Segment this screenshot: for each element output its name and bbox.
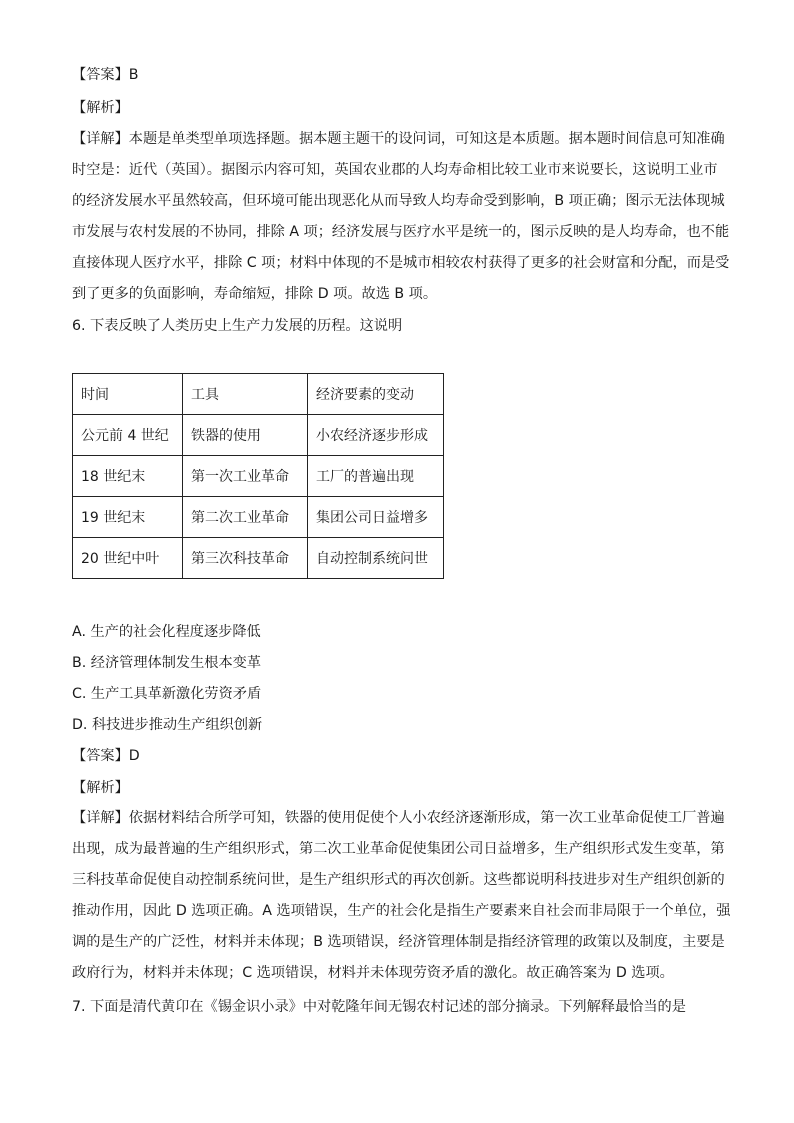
table-header-change: 经济要素的变动	[308, 374, 444, 415]
q6-stem: 6. 下表反映了人类历史上生产力发展的历程。这说明	[72, 318, 403, 334]
q5-detail-line: 市发展与农村发展的不协同，排除 A 项；经济发展与医疗水平是统一的，图示反映的是人均寿命，也不能	[72, 224, 730, 240]
q6-answer: 【答案】D	[72, 748, 140, 764]
q6-option-c: C. 生产工具革新激化劳资矛盾	[72, 686, 262, 702]
table-row	[73, 456, 444, 497]
table-header-time: 时间	[73, 374, 183, 415]
q5-detail-line: 时空是：近代（英国）。据图示内容可知，英国农业郡的人均寿命相比较工业市来说要长，这说明工业市	[72, 162, 718, 178]
q5-detail-line: 到了更多的负面影响，寿命缩短，排除 D 项。故选 B 项。	[72, 286, 438, 302]
table-row	[73, 415, 444, 456]
table-cell: 第三次科技革命	[183, 538, 308, 579]
q5-detail-line: 的经济发展水平虽然较高，但环境可能出现恶化从而导致人均寿命受到影响，B 项正确；图示无法体现城	[72, 193, 725, 209]
table-cell: 18 世纪末	[73, 456, 183, 497]
table-cell: 第一次工业革命	[183, 456, 308, 497]
q6-detail-line: 三科技革命促使自动控制系统问世，是生产组织形式的再次创新。这些都说明科技进步对生产组织创新的	[72, 872, 725, 888]
table-header-tool: 工具	[183, 374, 308, 415]
table-cell: 19 世纪末	[73, 497, 183, 538]
q6-detail-line: 【详解】依据材料结合所学可知，铁器的使用促使个人小农经济逐渐形成，第一次工业革命促使工厂普遍	[72, 810, 725, 826]
table-row	[73, 538, 444, 579]
table-header-row	[73, 374, 444, 415]
table-cell: 第二次工业革命	[183, 497, 308, 538]
q6-option-d: D. 科技进步推动生产组织创新	[72, 717, 263, 733]
q5-detail-line: 直接体现人医疗水平，排除 C 项；材料中体现的不是城市相较农村获得了更多的社会财富和分配，而是受	[72, 255, 730, 271]
q6-option-a: A. 生产的社会化程度逐步降低	[72, 624, 261, 640]
q5-answer: 【答案】B	[72, 67, 139, 83]
q6-analysis-heading: 【解析】	[72, 780, 129, 796]
table-row	[73, 497, 444, 538]
table-cell: 集团公司日益增多	[308, 497, 444, 538]
table-cell: 工厂的普遍出现	[308, 456, 444, 497]
q5-detail	[72, 124, 730, 310]
q5-detail-line: 【详解】本题是单类型单项选择题。据本题主题干的设问词，可知这是本质题。据本题时间信息可知准确	[72, 131, 725, 147]
table-cell: 公元前 4 世纪	[73, 415, 183, 456]
q7-stem: 7. 下面是清代黄卬在《锡金识小录》中对乾隆年间无锡农村记述的部分摘录。下列解释最恰当的是	[72, 999, 686, 1015]
q6-detail-line: 政府行为，材料并未体现；C 选项错误，材料并未体现劳资矛盾的激化。故正确答案为 D 选项。	[72, 965, 674, 981]
q5-analysis-heading: 【解析】	[72, 100, 129, 116]
q6-detail-line: 推动作用，因此 D 选项正确。A 选项错误，生产的社会化是指生产要素来自社会而非局限于一个单位，强	[72, 903, 731, 919]
q6-option-b: B. 经济管理体制发生根本变革	[72, 655, 262, 671]
q6-detail-line: 调的是生产的广泛性，材料并未体现；B 选项错误，经济管理体制是指经济管理的政策以及制度，主要是	[72, 934, 725, 950]
table-cell: 20 世纪中叶	[73, 538, 183, 579]
table-cell: 小农经济逐步形成	[308, 415, 444, 456]
q6-table	[72, 373, 444, 579]
table-cell: 自动控制系统问世	[308, 538, 444, 579]
q6-detail	[72, 803, 731, 989]
q6-detail-line: 出现，成为最普遍的生产组织形式，第二次工业革命促使集团公司日益增多，生产组织形式发生变革，第	[72, 841, 725, 857]
table-cell: 铁器的使用	[183, 415, 308, 456]
